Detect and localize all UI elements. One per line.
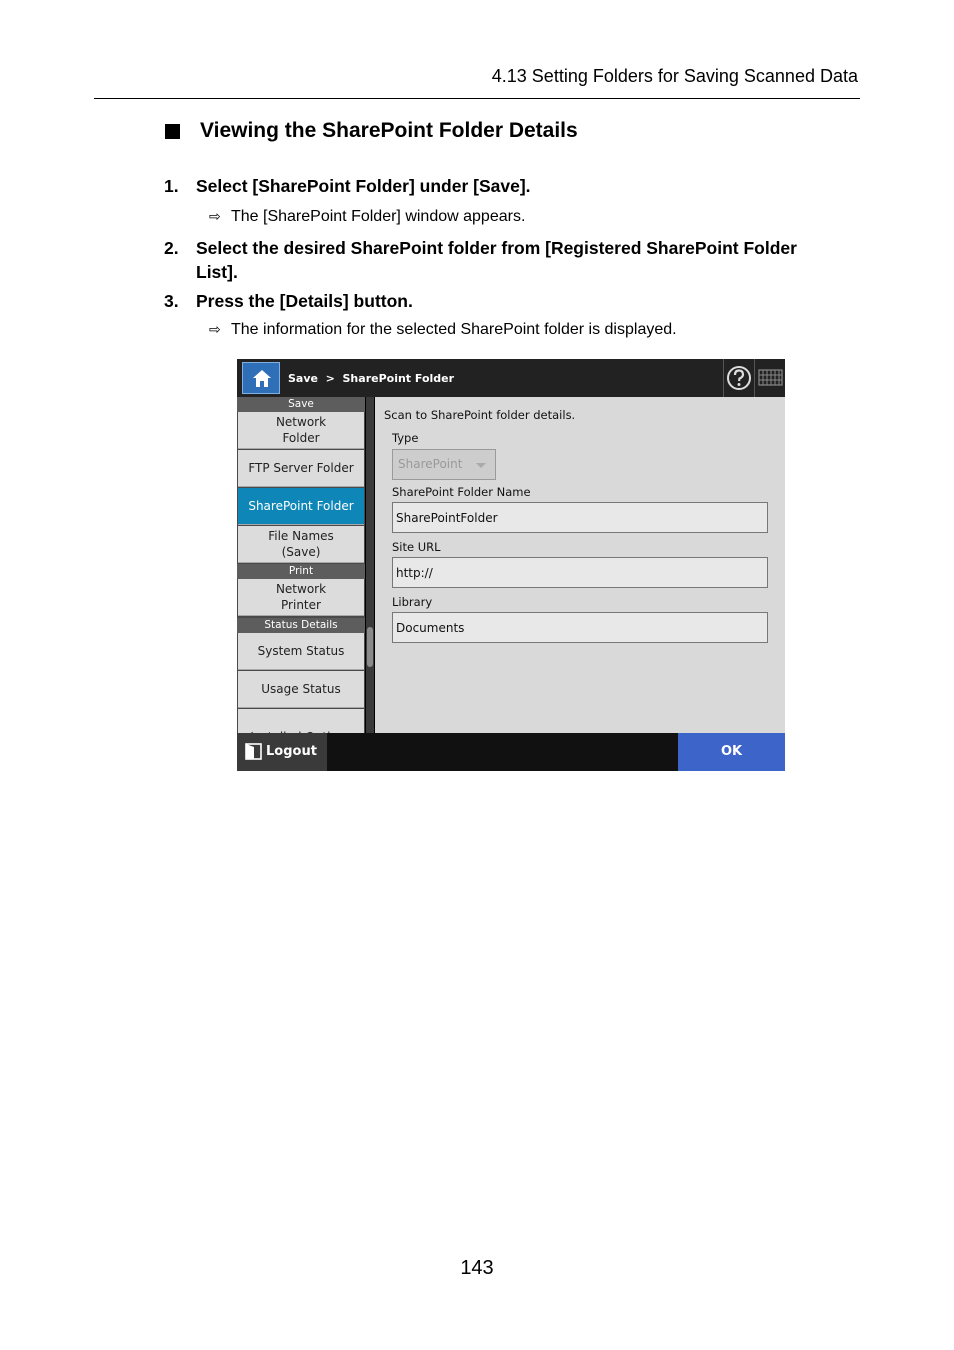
step-2-text-line2: List]. bbox=[196, 262, 238, 282]
keyboard-icon bbox=[755, 359, 785, 397]
step-3-result: The information for the selected SharePoint folder is displayed. bbox=[231, 321, 677, 338]
sidebar-item-network-folder[interactable]: Network Folder bbox=[238, 412, 364, 449]
header-rule bbox=[94, 98, 860, 99]
type-label: Type bbox=[392, 431, 419, 445]
sidebar-item-network-printer[interactable]: Network Printer bbox=[238, 579, 364, 616]
sidebar-item-usage-status[interactable]: Usage Status bbox=[238, 671, 364, 708]
running-header: 4.13 Setting Folders for Saving Scanned Data bbox=[491, 66, 858, 86]
ok-button[interactable]: OK bbox=[678, 733, 785, 771]
library-field: Documents bbox=[392, 612, 768, 643]
step-3-number: 3. bbox=[164, 291, 179, 311]
details-panel bbox=[375, 397, 785, 733]
sidebar-header-save: Save bbox=[237, 397, 365, 412]
section-title: Viewing the SharePoint Folder Details bbox=[200, 119, 578, 142]
home-icon bbox=[252, 369, 272, 388]
scanner-screenshot bbox=[237, 359, 785, 771]
result-arrow-icon: ⇨ bbox=[209, 321, 221, 337]
page-number: 143 bbox=[460, 1257, 494, 1279]
sidebar-item-system-status[interactable]: System Status bbox=[238, 633, 364, 670]
type-dropdown bbox=[392, 449, 496, 480]
section-bullet-icon bbox=[165, 124, 180, 139]
step-2-number: 2. bbox=[164, 238, 179, 258]
sidebar-scroll-thumb[interactable] bbox=[367, 627, 373, 667]
logout-icon bbox=[245, 743, 262, 760]
sidebar-item-ftp-server-folder[interactable]: FTP Server Folder bbox=[238, 450, 364, 487]
chevron-down-icon bbox=[476, 463, 486, 468]
step-2-text-line1: Select the desired SharePoint folder from [Registered SharePoint Folder bbox=[196, 238, 797, 258]
help-button[interactable] bbox=[723, 359, 754, 397]
type-value: SharePoint bbox=[398, 457, 463, 471]
details-heading: Scan to SharePoint folder details. bbox=[384, 408, 576, 422]
sidebar-scrollbar[interactable] bbox=[366, 397, 374, 733]
home-button[interactable] bbox=[242, 362, 280, 394]
site-url-label: Site URL bbox=[392, 540, 441, 554]
sidebar-header-status-details: Status Details bbox=[237, 618, 365, 633]
top-bar bbox=[237, 359, 785, 397]
sidebar-header-print: Print bbox=[237, 564, 365, 579]
sidebar-item-sharepoint-folder[interactable]: SharePoint Folder bbox=[238, 488, 364, 525]
sidebar-item-file-names-save[interactable]: File Names (Save) bbox=[238, 526, 364, 563]
logout-label: Logout bbox=[266, 744, 317, 759]
logout-button[interactable] bbox=[237, 733, 327, 771]
bottom-bar bbox=[237, 733, 785, 771]
library-label: Library bbox=[392, 595, 433, 609]
breadcrumb: Save > SharePoint Folder bbox=[288, 372, 455, 385]
step-1-result: The [SharePoint Folder] window appears. bbox=[231, 208, 526, 225]
site-url-field: http:// bbox=[392, 557, 768, 588]
step-1-text: Select [SharePoint Folder] under [Save]. bbox=[196, 176, 531, 196]
result-arrow-icon: ⇨ bbox=[209, 208, 221, 224]
help-icon bbox=[724, 359, 754, 397]
folder-name-label: SharePoint Folder Name bbox=[392, 485, 531, 499]
folder-name-field: SharePointFolder bbox=[392, 502, 768, 533]
step-1-number: 1. bbox=[164, 176, 179, 196]
step-3-text: Press the [Details] button. bbox=[196, 291, 413, 311]
sidebar bbox=[237, 397, 365, 733]
keyboard-button[interactable] bbox=[754, 359, 785, 397]
